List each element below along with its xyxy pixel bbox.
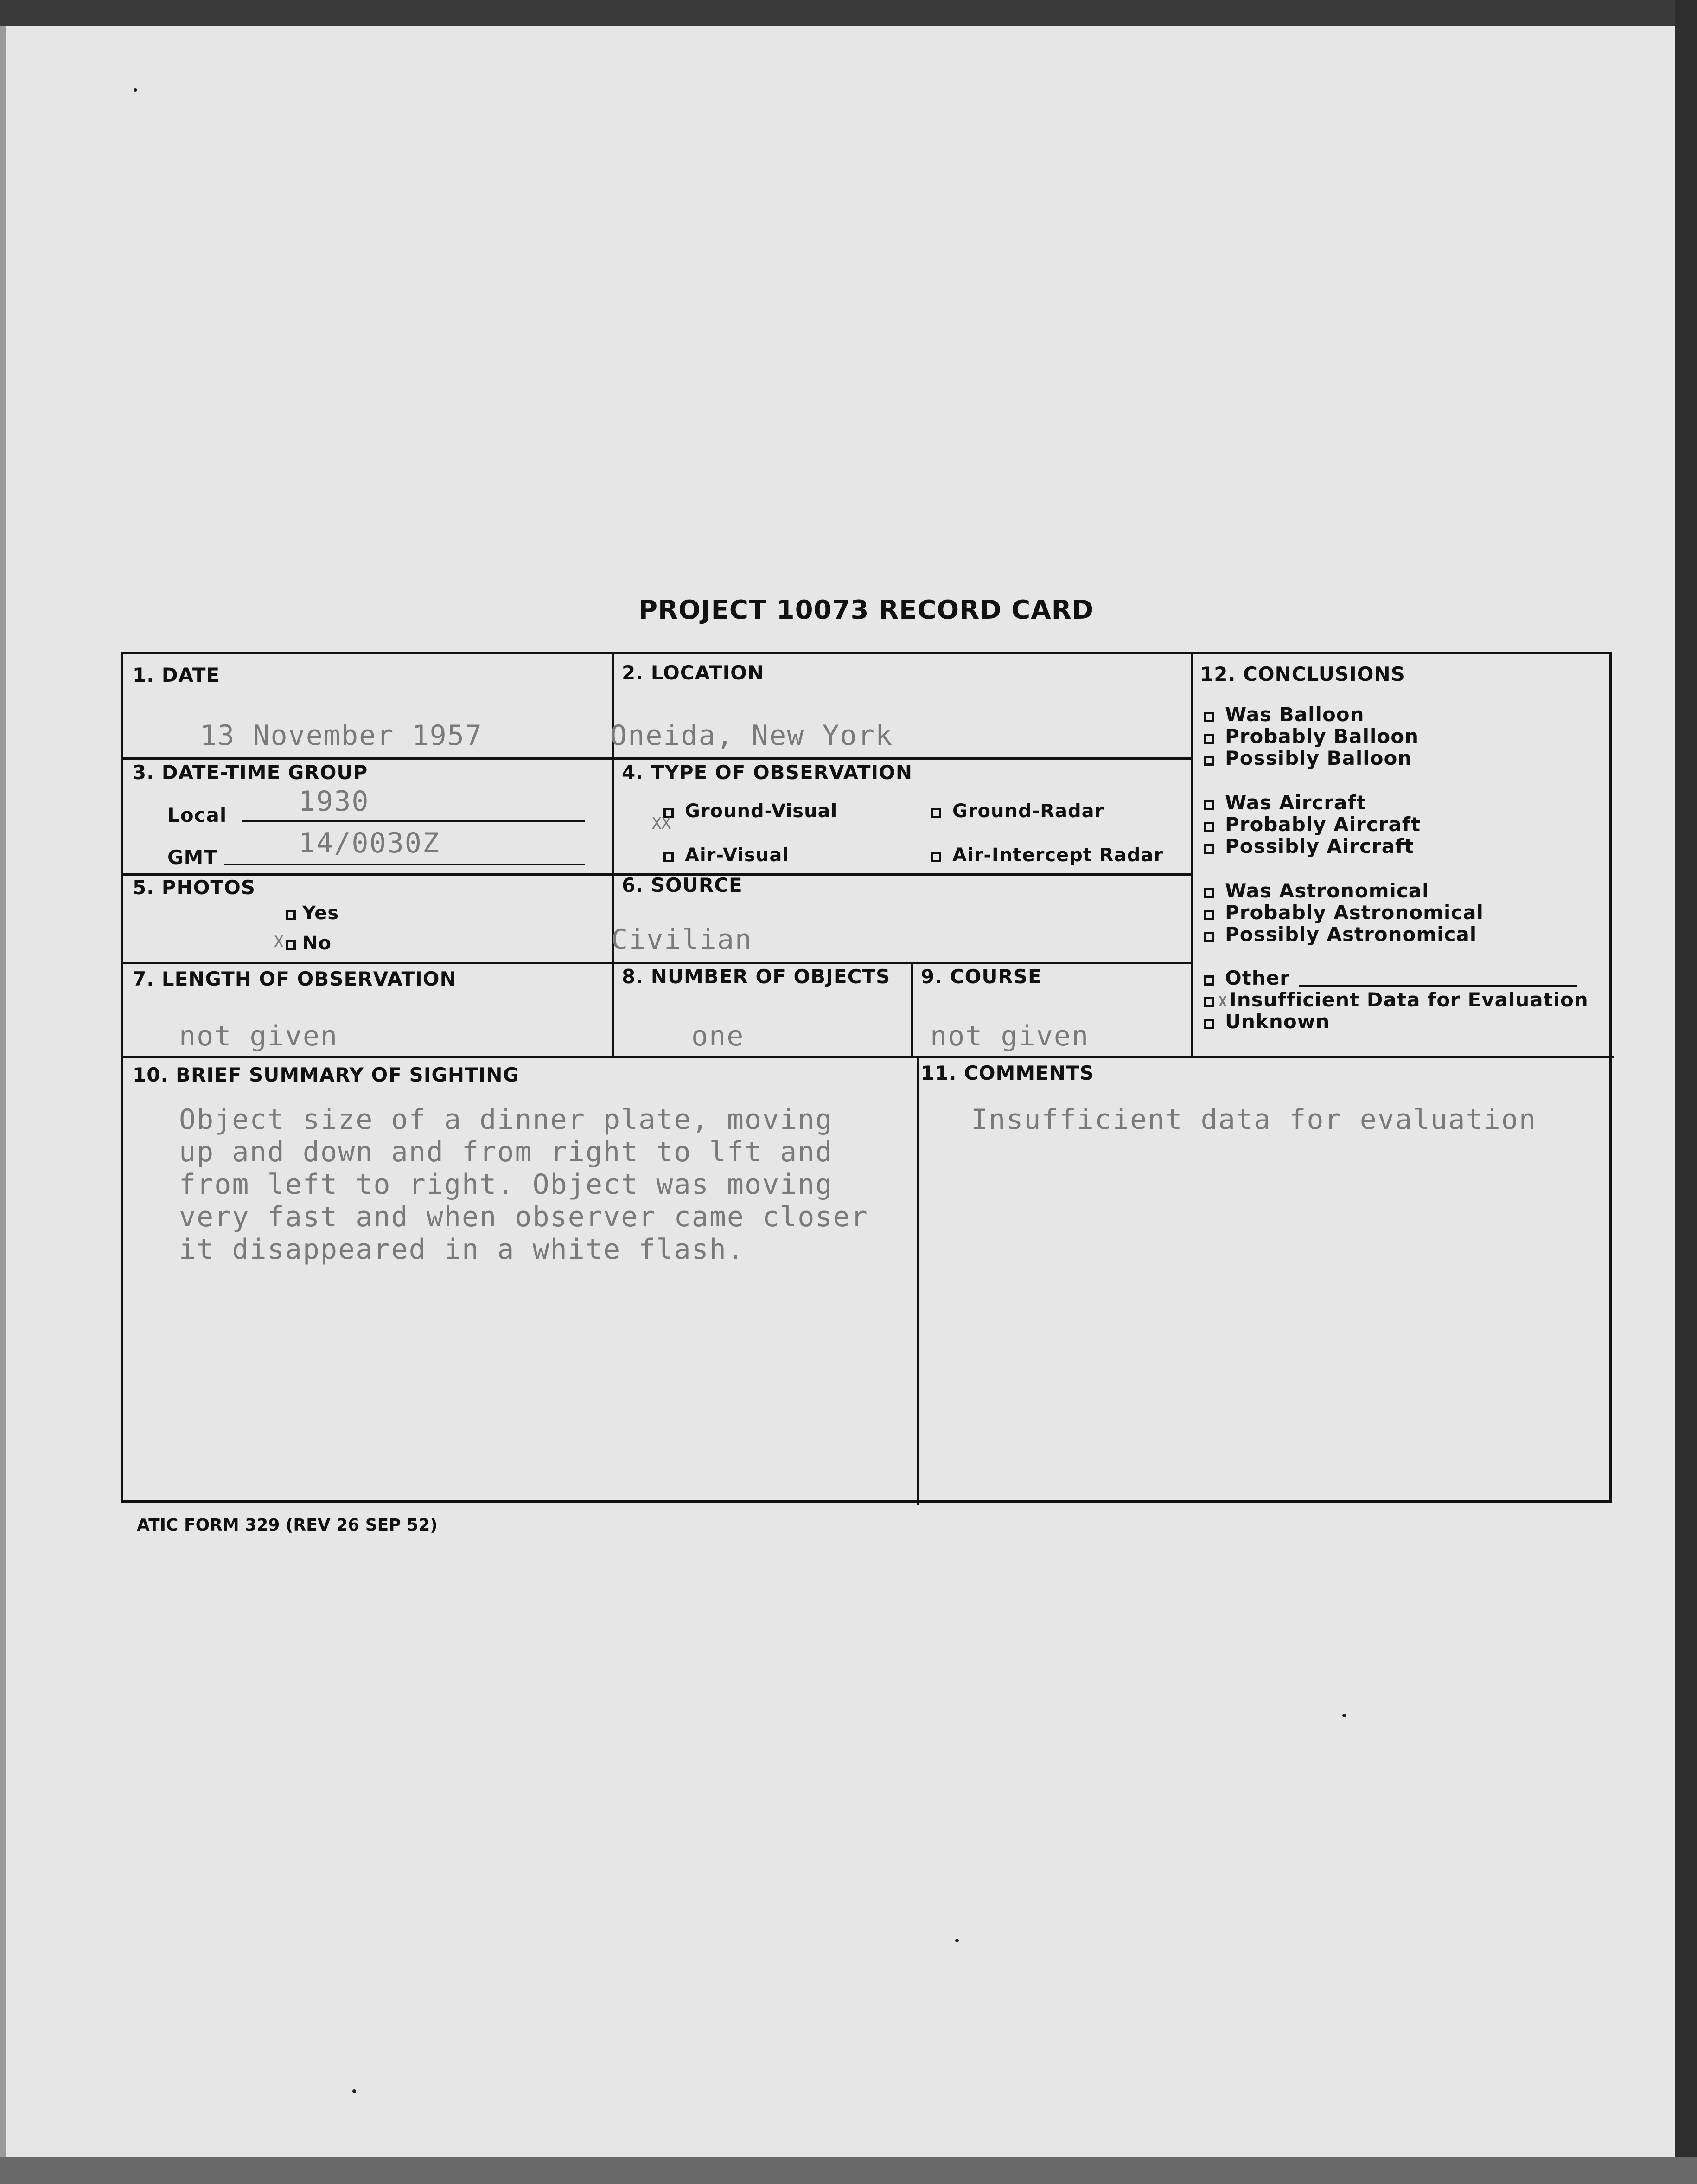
option-ground-radar bbox=[931, 801, 1104, 822]
ground-radar-checkbox[interactable] bbox=[931, 808, 941, 818]
conclusion-was-astronomical bbox=[1204, 879, 1429, 902]
option-photos-no bbox=[286, 933, 332, 954]
conclusion-probably-aircraft bbox=[1204, 813, 1421, 836]
conclusion-was-balloon bbox=[1204, 703, 1365, 726]
rule-photos-row bbox=[123, 962, 1191, 964]
gmt-underline bbox=[224, 864, 585, 865]
scan-speck bbox=[352, 2089, 356, 2093]
photos-yes-checkbox[interactable] bbox=[286, 910, 296, 920]
unknown-label: Unknown bbox=[1225, 1010, 1330, 1033]
air-intercept-radar-label: Air-Intercept Radar bbox=[952, 845, 1163, 866]
photos-no-check-mark: X bbox=[274, 933, 284, 951]
gmt-value: 14/0030Z bbox=[299, 827, 440, 859]
probably-aircraft-label: Probably Aircraft bbox=[1225, 813, 1421, 836]
possibly-astronomical-checkbox[interactable] bbox=[1204, 932, 1214, 942]
number-of-objects-label: 8. NUMBER OF OBJECTS bbox=[622, 965, 891, 988]
air-visual-checkbox[interactable] bbox=[663, 852, 674, 862]
air-visual-label: Air-Visual bbox=[685, 845, 790, 866]
date-value: 13 November 1957 bbox=[200, 719, 483, 752]
page-title: PROJECT 10073 RECORD CARD bbox=[638, 595, 1094, 625]
rule-length-row bbox=[123, 1056, 1614, 1058]
probably-astronomical-checkbox[interactable] bbox=[1204, 910, 1214, 920]
conclusion-possibly-balloon bbox=[1204, 747, 1412, 769]
was-astronomical-label: Was Astronomical bbox=[1225, 879, 1429, 902]
source-label: 6. SOURCE bbox=[622, 874, 743, 897]
option-ground-visual bbox=[663, 801, 837, 822]
conclusion-insufficient-data bbox=[1204, 988, 1589, 1011]
rule-col-d bbox=[917, 1056, 919, 1505]
date-label: 1. DATE bbox=[133, 664, 220, 686]
photos-label: 5. PHOTOS bbox=[133, 876, 256, 899]
other-checkbox[interactable] bbox=[1204, 975, 1214, 986]
date-time-group-label: 3. DATE-TIME GROUP bbox=[133, 761, 368, 784]
ground-radar-label: Ground-Radar bbox=[952, 801, 1104, 822]
length-of-observation-label: 7. LENGTH OF OBSERVATION bbox=[133, 967, 457, 990]
rule-col-a bbox=[612, 654, 614, 1056]
unknown-checkbox[interactable] bbox=[1204, 1019, 1214, 1029]
scan-edge-left bbox=[0, 0, 6, 2184]
insufficient-data-check-mark: X bbox=[1219, 994, 1228, 1010]
conclusion-possibly-astronomical bbox=[1204, 923, 1477, 946]
conclusion-unknown bbox=[1204, 1010, 1330, 1033]
course-value: not given bbox=[930, 1020, 1090, 1052]
insufficient-data-label: Insufficient Data for Evaluation bbox=[1229, 988, 1589, 1011]
was-aircraft-label: Was Aircraft bbox=[1225, 791, 1366, 814]
probably-aircraft-checkbox[interactable] bbox=[1204, 822, 1214, 832]
type-of-observation-label: 4. TYPE OF OBSERVATION bbox=[622, 761, 913, 784]
possibly-aircraft-checkbox[interactable] bbox=[1204, 844, 1214, 854]
was-aircraft-checkbox[interactable] bbox=[1204, 800, 1214, 810]
conclusions-label: 12. CONCLUSIONS bbox=[1200, 663, 1405, 685]
ground-visual-check-mark: XX bbox=[652, 814, 671, 833]
comments-value: Insufficient data for evaluation bbox=[971, 1103, 1537, 1136]
summary-line: it disappeared in a white flash. bbox=[179, 1233, 745, 1266]
conclusion-probably-balloon bbox=[1204, 725, 1419, 748]
was-astronomical-checkbox[interactable] bbox=[1204, 888, 1214, 898]
photos-no-checkbox[interactable] bbox=[286, 940, 296, 950]
probably-balloon-checkbox[interactable] bbox=[1204, 734, 1214, 744]
course-label: 9. COURSE bbox=[921, 965, 1042, 988]
length-of-observation-value: not given bbox=[179, 1020, 338, 1052]
rule-date-row bbox=[123, 757, 1191, 760]
possibly-balloon-label: Possibly Balloon bbox=[1225, 747, 1412, 769]
scan-speck bbox=[134, 88, 137, 92]
local-underline bbox=[242, 820, 585, 822]
scan-edge-right bbox=[1675, 0, 1697, 2184]
local-value: 1930 bbox=[299, 785, 370, 818]
location-label: 2. LOCATION bbox=[622, 661, 764, 684]
option-air-intercept-radar bbox=[931, 845, 1163, 866]
option-photos-yes bbox=[286, 903, 339, 924]
conclusion-probably-astronomical bbox=[1204, 901, 1484, 924]
comments-label: 11. COMMENTS bbox=[921, 1062, 1094, 1084]
insufficient-data-checkbox[interactable] bbox=[1204, 997, 1214, 1007]
summary-line: Object size of a dinner plate, moving bbox=[179, 1103, 833, 1136]
scan-speck bbox=[955, 1939, 959, 1942]
probably-balloon-label: Probably Balloon bbox=[1225, 725, 1419, 748]
form-number-footer: ATIC FORM 329 (REV 26 SEP 52) bbox=[137, 1516, 438, 1535]
summary-label: 10. BRIEF SUMMARY OF SIGHTING bbox=[133, 1063, 519, 1086]
ground-visual-label: Ground-Visual bbox=[685, 801, 838, 822]
photos-yes-label: Yes bbox=[302, 903, 339, 924]
conclusion-possibly-aircraft bbox=[1204, 835, 1414, 858]
photos-no-label: No bbox=[302, 933, 332, 954]
probably-astronomical-label: Probably Astronomical bbox=[1225, 901, 1484, 924]
local-label: Local bbox=[167, 804, 227, 826]
other-underline bbox=[1299, 985, 1577, 987]
possibly-astronomical-label: Possibly Astronomical bbox=[1225, 923, 1477, 946]
was-balloon-checkbox[interactable] bbox=[1204, 712, 1214, 722]
possibly-aircraft-label: Possibly Aircraft bbox=[1225, 835, 1414, 858]
location-value: Oneida, New York bbox=[610, 719, 893, 752]
conclusion-was-aircraft bbox=[1204, 791, 1366, 814]
scan-edge-top bbox=[0, 0, 1697, 26]
gmt-label: GMT bbox=[167, 846, 217, 869]
summary-line: up and down and from right to lft and bbox=[179, 1136, 833, 1168]
air-intercept-radar-checkbox[interactable] bbox=[931, 852, 941, 862]
option-air-visual bbox=[663, 845, 789, 866]
rule-col-c bbox=[1191, 654, 1193, 1056]
possibly-balloon-checkbox[interactable] bbox=[1204, 756, 1214, 766]
source-value: Civilian bbox=[611, 923, 753, 956]
summary-line: very fast and when observer came closer bbox=[179, 1201, 868, 1233]
scan-edge-bottom bbox=[0, 2157, 1697, 2184]
number-of-objects-value: one bbox=[691, 1020, 745, 1052]
scan-speck bbox=[1342, 1714, 1346, 1717]
other-label: Other bbox=[1225, 967, 1290, 989]
record-card bbox=[121, 652, 1612, 1503]
conclusion-other bbox=[1204, 967, 1290, 989]
rule-col-b bbox=[911, 962, 913, 1056]
summary-line: from left to right. Object was moving bbox=[179, 1168, 833, 1201]
was-balloon-label: Was Balloon bbox=[1225, 703, 1365, 726]
